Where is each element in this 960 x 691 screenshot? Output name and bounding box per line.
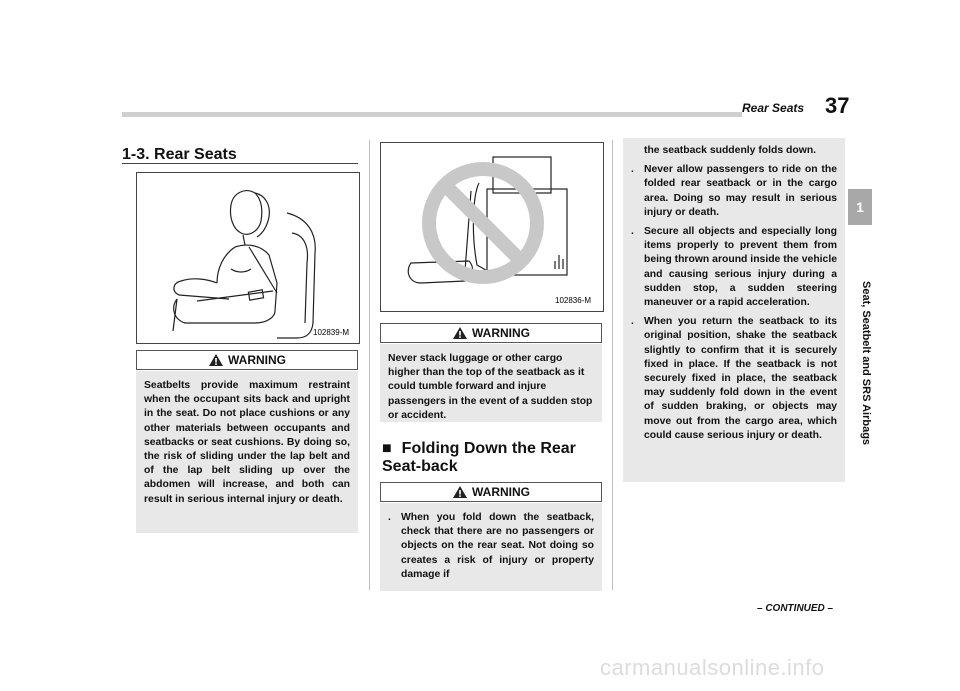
- subsection-title: Folding Down the Rear Seat-back: [382, 440, 576, 475]
- warning-label: [380, 323, 602, 343]
- continued-note: – CONTINUED –: [757, 603, 834, 614]
- warning-triangle-icon: [452, 326, 468, 340]
- warning-triangle-icon: [208, 353, 224, 367]
- chapter-tab: 1: [848, 189, 872, 225]
- warning-label-text: WARNING: [472, 485, 530, 499]
- bullet-marker: .: [388, 512, 391, 523]
- figure-code: 102839-M: [313, 328, 350, 337]
- warning-box-folding: [380, 503, 602, 591]
- chapter-side-title: Seat, Seatbelt and SRS Airbags: [860, 280, 872, 446]
- list-item: [388, 511, 594, 582]
- cargo-stack-illustration: [381, 143, 603, 311]
- subsection-heading: [382, 440, 604, 476]
- bullet-marker: .: [631, 164, 634, 176]
- bullet-text: When you fold down the seatback, check that there are no passengers or objects on the rear seat. Not doing so creates a risk of injury or property damage if: [401, 512, 594, 580]
- bullet-marker: .: [631, 226, 634, 238]
- figure-seated-passenger: [136, 172, 360, 344]
- watermark: carmanualsonline.info: [600, 655, 825, 680]
- bullet-marker: .: [631, 316, 634, 328]
- warning-label: [136, 350, 358, 370]
- section-title-rule: [122, 163, 358, 164]
- bullet-text: Secure all objects and especially long items properly to prevent them from being thrown around inside the vehicle and causing serious injury during a sudden stop, a sudden steering maneuver or a rapid acceleration.: [644, 226, 837, 309]
- list-item: [631, 163, 837, 220]
- warning-text: Seatbelts provide maximum restraint when the occupant sits back and upright in the seat. Do not place cushions or any other materials between occupants and seatbacks or seat cushions. By doing so, the risk of sliding under the lap belt and of the lap belt sliding up over the abdomen will increase, and both can result in serious internal injury or death.: [144, 380, 350, 505]
- warning-triangle-icon: [452, 485, 468, 499]
- warning-label-text: WARNING: [472, 326, 530, 340]
- column-rule: [612, 140, 613, 590]
- column-rule: [369, 140, 370, 590]
- warning-label-text: WARNING: [228, 353, 286, 367]
- page-number: 37: [825, 93, 850, 118]
- running-head: Rear Seats: [742, 101, 805, 115]
- warning-box-cargo: [380, 344, 602, 422]
- header-bar: [122, 112, 742, 117]
- subsection-marker: ■: [382, 440, 392, 457]
- figure-cargo-stack: [380, 142, 604, 312]
- prohibition-slash: [445, 185, 521, 261]
- bullet-text-continued: the seatback suddenly folds down.: [644, 145, 817, 156]
- warning-text: Never stack luggage or other cargo higher than the top of the seatback as it could tumble forward and injure passengers in the event of a sudden stop or accident.: [388, 353, 593, 421]
- warning-label: [380, 482, 602, 502]
- seated-passenger-illustration: [137, 173, 359, 343]
- section-title: 1-3. Rear Seats: [122, 146, 237, 163]
- list-item: [631, 225, 837, 310]
- bullet-text: Never allow passengers to ride on the folded rear seatback or in the cargo area. Doing so may result in serious injury or death.: [644, 164, 837, 218]
- list-item: [631, 315, 837, 443]
- warning-box-seatbelt: [136, 371, 358, 533]
- bullet-text: When you return the seatback to its original position, shake the seatback slightly to confirm that it is securely fixed in place. If the seatback is not securely fixed in place, the seatback may suddenly fold down in the event of sudden braking, or objects may move out from the cargo area, which could cause serious injury or death.: [644, 316, 837, 441]
- warning-box-folding-continued: [623, 138, 845, 482]
- figure-code: 102836-M: [555, 296, 592, 305]
